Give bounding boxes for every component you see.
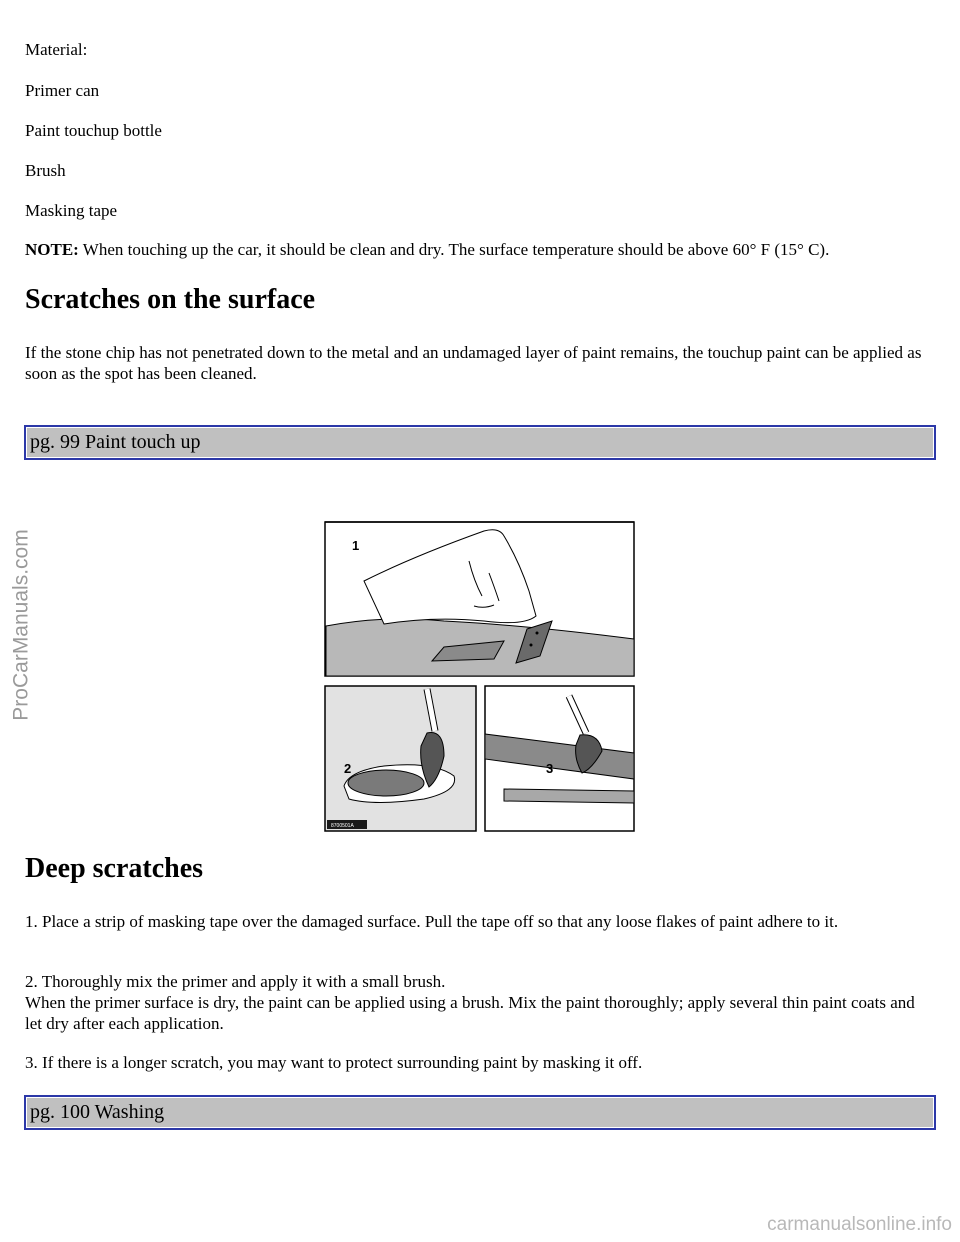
- paint-touch-up-illustration: [324, 521, 635, 832]
- deep-scratches-heading: Deep scratches: [25, 853, 204, 884]
- note-text: When touching up the car, it should be clean and dry. The surface temperature should be above 60° F (15° C).: [82, 240, 830, 259]
- link-paint-touch-up[interactable]: pg. 99 Paint touch up: [24, 425, 936, 460]
- panel-label-1: 1: [352, 538, 360, 553]
- scratches-surface-heading: Scratches on the surface: [25, 284, 316, 315]
- panel-label-2: 2: [344, 761, 352, 776]
- note: [25, 240, 829, 260]
- deep-scratches-step-2a: 2. Thoroughly mix the primer and apply it with a small brush.: [25, 972, 446, 991]
- link-washing[interactable]: pg. 100 Washing: [24, 1095, 936, 1130]
- watermark: [2, 520, 42, 730]
- material-item-masking-tape: Masking tape: [25, 201, 118, 220]
- material-item-brush: Brush: [25, 161, 66, 180]
- deep-scratches-step-1: 1. Place a strip of masking tape over the damaged surface. Pull the tape off so that any loose flakes of paint adhere to it.: [25, 912, 839, 931]
- panel-2-primer-application: [325, 686, 476, 831]
- note-label: NOTE:: [25, 240, 79, 259]
- figure-code: 8700501A: [331, 823, 354, 829]
- deep-scratches-step-3: 3. If there is a longer scratch, you may want to protect surrounding paint by masking it off.: [25, 1053, 643, 1072]
- panel-3-masked-scratch: [485, 686, 634, 831]
- material-heading: Material:: [25, 40, 88, 59]
- scratches-surface-text: If the stone chip has not penetrated down to the metal and an undamaged layer of paint remains, the touchup paint can be applied as soon as the spot has been cleaned.: [25, 343, 922, 383]
- watermark-text: ProCarManuals.com: [10, 529, 33, 721]
- footer-site: carmanualsonline.info: [767, 1214, 952, 1235]
- panel-1-tape-removal: [325, 522, 634, 676]
- material-item-paint-bottle: Paint touchup bottle: [25, 121, 162, 140]
- material-item-primer: Primer can: [25, 81, 100, 100]
- panel-label-3: 3: [546, 761, 554, 776]
- deep-scratches-step-2b: When the primer surface is dry, the paint can be applied using a brush. Mix the paint thoroughly; apply several thin paint coats and let dry after each application.: [25, 993, 915, 1033]
